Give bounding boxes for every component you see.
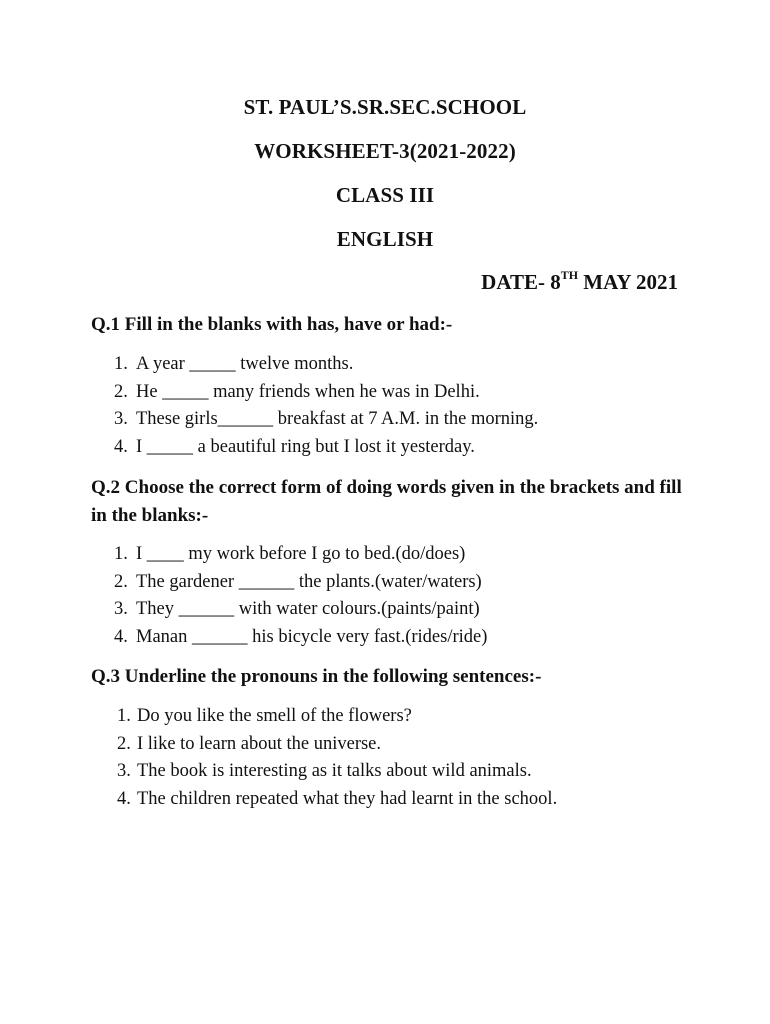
item-number: 2.: [117, 733, 131, 754]
date-ordinal-suffix: TH: [560, 268, 579, 282]
item-text: I like to learn about the universe.: [137, 733, 382, 754]
item-text: I _____ a beautiful ring but I lost it yesterday.: [136, 436, 475, 457]
item-text: Manan ______ his bicycle very fast.(rides/ride): [136, 626, 488, 647]
question-3-list: [117, 703, 557, 813]
list-item: [114, 406, 538, 434]
item-number: 2.: [114, 571, 128, 592]
item-text: The gardener ______ the plants.(water/waters): [136, 571, 482, 592]
question-1-title: Q.1 Fill in the blanks with has, have or had:-: [91, 314, 453, 335]
item-number: 4.: [117, 788, 131, 809]
worksheet-title: WORKSHEET-3(2021-2022): [254, 139, 516, 163]
question-1-list: [114, 351, 538, 461]
date-suffix: MAY 2021: [578, 270, 678, 294]
item-text: A year _____ twelve months.: [136, 354, 354, 374]
list-item: [117, 731, 557, 759]
subject-label: ENGLISH: [336, 227, 434, 251]
item-text: The children repeated what they had learnt in the school.: [137, 788, 558, 809]
item-text: Do you like the smell of the flowers?: [137, 706, 412, 726]
item-text: I ____ my work before I go to bed.(do/does): [136, 544, 466, 564]
date-prefix: DATE- 8: [481, 270, 561, 294]
list-item: [114, 541, 487, 569]
item-number: 3.: [114, 409, 128, 429]
question-2-title: Q.2 Choose the correct form of doing words given in the brackets and fill in the blanks:-: [91, 477, 682, 526]
item-number: 3.: [114, 599, 128, 619]
school-name: ST. PAUL’S.SR.SEC.SCHOOL: [243, 95, 527, 119]
item-text: These girls______ breakfast at 7 A.M. in the morning.: [136, 409, 539, 429]
list-item: [117, 703, 557, 731]
list-item: [114, 379, 538, 407]
item-text: They ______ with water colours.(paints/paint): [136, 599, 480, 619]
item-number: 3.: [117, 761, 131, 781]
item-number: 1.: [114, 544, 128, 564]
question-2-list: [114, 541, 487, 651]
item-number: 4.: [114, 626, 128, 647]
question-3-title: Q.3 Underline the pronouns in the following sentences:-: [91, 666, 542, 687]
item-text: The book is interesting as it talks about wild animals.: [137, 761, 532, 781]
list-item: [114, 624, 487, 652]
list-item: [114, 351, 538, 379]
item-number: 2.: [114, 381, 128, 402]
worksheet-date: [481, 270, 678, 295]
list-item: [114, 434, 538, 462]
list-item: [114, 596, 487, 624]
class-label: CLASS III: [335, 183, 435, 207]
list-item: [117, 786, 557, 814]
item-text: He _____ many friends when he was in Delhi.: [136, 381, 480, 402]
item-number: 4.: [114, 436, 128, 457]
item-number: 1.: [114, 354, 128, 374]
list-item: [117, 758, 557, 786]
item-number: 1.: [117, 706, 131, 726]
list-item: [114, 569, 487, 597]
